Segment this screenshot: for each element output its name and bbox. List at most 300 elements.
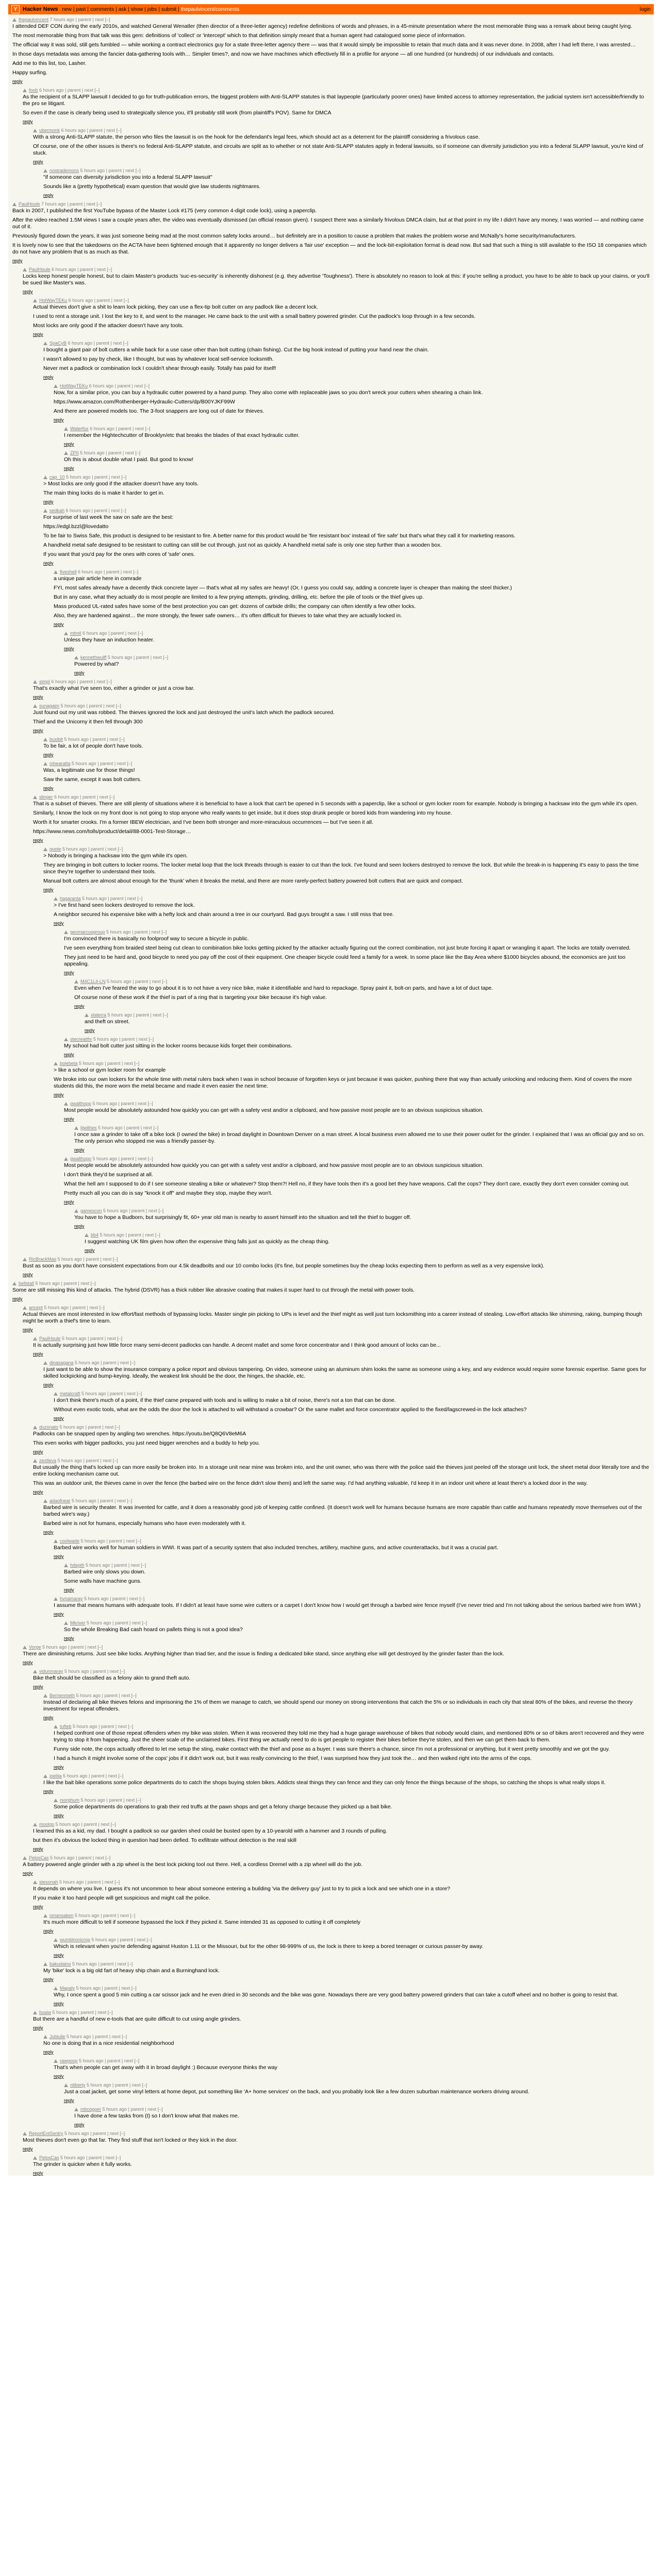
comment-nav[interactable]: parent | next [–] [91,1773,124,1778]
comment-author[interactable]: bakudaino [49,1961,71,1967]
comment-author[interactable]: PaulHoule [19,201,40,207]
comment-age[interactable]: 5 hours ago | [71,1961,101,1967]
comment-age[interactable]: 5 hours ago | [58,1425,88,1430]
comment-age[interactable]: 5 hours ago | [60,1336,90,1341]
reply-link[interactable]: reply [64,2098,74,2103]
comment-age[interactable]: 5 hours ago | [91,1101,121,1106]
upvote-icon[interactable] [12,18,16,22]
comment-nav[interactable]: parent | next [–] [108,450,141,455]
comment-age[interactable]: 5 hours ago | [73,1360,103,1365]
reply-link[interactable]: reply [64,646,74,651]
reply-link[interactable]: reply [43,2049,54,2055]
comment-nav[interactable]: parent | next [–] [100,1961,133,1967]
reply-link[interactable]: reply [74,1147,85,1153]
comment-nav[interactable]: parent | next [–] [112,1596,145,1601]
comment-nav[interactable]: parent | next [–] [94,2034,127,2039]
reply-link[interactable]: reply [43,375,54,380]
comment-author[interactable]: Berrienmeth [49,1693,75,1698]
upvote-icon[interactable] [64,1102,68,1106]
upvote-icon[interactable] [43,738,47,741]
upvote-icon[interactable] [33,1459,37,1463]
comment-nav[interactable]: parent | next [–] [136,1012,168,1018]
comment-nav[interactable]: parent | next [–] [131,1208,164,1213]
comment-age[interactable]: 5 hours ago | [85,1620,115,1625]
comment-author[interactable]: M4C1L4-LN [80,979,106,984]
comment-nav[interactable]: parent | next [–] [86,1257,118,1262]
reply-link[interactable]: reply [85,1028,95,1033]
comment-age[interactable]: 5 hours ago | [58,1879,88,1885]
upvote-icon[interactable] [64,2083,68,2087]
comment-nav[interactable]: parent | next [–] [117,383,150,388]
upvote-icon[interactable] [43,1774,47,1778]
reply-link[interactable]: reply [85,1248,95,1253]
upvote-icon[interactable] [64,632,68,635]
upvote-icon[interactable] [33,704,37,708]
upvote-icon[interactable] [54,2059,58,2063]
reply-link[interactable]: reply [74,670,85,675]
reply-link[interactable]: reply [33,159,43,164]
upvote-icon[interactable] [54,1938,58,1942]
comment-author[interactable]: mhearatta [49,761,71,766]
comment-author[interactable]: nostrademons [49,168,79,173]
comment-author[interactable]: sedkah [49,508,65,513]
comment-author[interactable]: sunagaim [39,703,60,708]
reply-link[interactable]: reply [33,1351,43,1357]
comment-author[interactable]: Mkriver [70,1620,86,1625]
comment-author[interactable]: nmansaken [49,1913,74,1918]
comment-nav[interactable]: parent | next [–] [109,1391,142,1396]
comment-author[interactable]: cap_10 [49,474,65,480]
comment-nav[interactable]: parent | next [–] [100,761,133,766]
comment-age[interactable]: 5 hours ago | [102,1208,131,1213]
comment-nav[interactable]: parent | next [–] [78,17,110,22]
comment-nav[interactable]: parent | next [–] [107,1061,140,1066]
reply-link[interactable]: reply [43,887,54,892]
reply-link[interactable]: reply [74,1004,85,1009]
upvote-icon[interactable] [54,1062,58,1065]
comment-author[interactable]: metalcraft [60,1391,80,1396]
comment-age[interactable]: 5 hours ago | [79,168,109,173]
comment-nav[interactable]: parent | next [–] [126,1125,159,1130]
upvote-icon[interactable] [54,1392,58,1396]
comment-nav[interactable]: parent | next [–] [96,341,128,346]
comment-author[interactable]: buxibit [49,737,63,742]
comment-age[interactable]: 5 hours ago | [51,2010,81,2015]
reply-link[interactable]: reply [33,332,43,337]
comment-author[interactable]: vidunmaray [39,1669,63,1674]
upvote-icon[interactable] [54,897,58,901]
comment-nav[interactable]: parent | next [–] [86,1458,118,1463]
upvote-icon[interactable] [54,570,58,574]
comment-author[interactable]: thepaulvincent [19,17,49,22]
comment-author[interactable]: dinasagana [49,1360,74,1365]
reply-link[interactable]: reply [64,442,74,447]
comment-author[interactable]: gwalthopp [70,1156,92,1161]
comment-author[interactable]: kennethwulff [80,655,107,660]
upvote-icon[interactable] [43,2035,47,2039]
comment-age[interactable]: 5 hours ago | [59,2155,89,2160]
upvote-icon[interactable] [43,342,47,345]
comment-age[interactable]: 5 hours ago | [80,1391,110,1396]
comment-nav[interactable]: parent | next [–] [134,929,167,935]
comment-age[interactable]: 5 hours ago | [92,1037,122,1042]
comment-author[interactable]: Vorge [29,1645,41,1650]
comment-nav[interactable]: parent | next [–] [136,655,169,660]
upvote-icon[interactable] [33,1823,37,1826]
reply-link[interactable]: reply [33,1684,43,1689]
upvote-icon[interactable] [54,1539,58,1543]
comment-author[interactable]: ntiberty [70,2082,86,2088]
reply-link[interactable]: reply [43,1530,54,1535]
comment-nav[interactable]: parent | next [–] [109,1538,141,1544]
reply-link[interactable]: reply [54,1612,64,1617]
comment-age[interactable]: 5 hours ago | [43,1305,73,1310]
comment-age[interactable]: 5 hours ago | [64,474,94,480]
upvote-icon[interactable] [54,1597,58,1601]
reply-link[interactable]: reply [23,289,33,294]
comment-author[interactable]: wumbtronicrop [60,1937,91,1942]
comment-author[interactable]: bellstall [19,1281,35,1286]
upvote-icon[interactable] [43,1914,47,1918]
reply-link[interactable]: reply [54,1554,64,1559]
reply-link[interactable]: reply [43,561,54,566]
upvote-icon[interactable] [43,476,47,479]
comment-nav[interactable]: parent | next [–] [130,2107,163,2112]
comment-author[interactable]: gamescon [80,1208,102,1213]
comment-age[interactable]: 6 hours ago | [50,267,80,272]
comment-nav[interactable]: parent | next [–] [92,1669,125,1674]
comment-nav[interactable]: parent | next [–] [67,88,100,93]
upvote-icon[interactable] [64,1038,68,1041]
upvote-icon[interactable] [23,1258,27,1261]
upvote-icon[interactable] [23,1856,27,1860]
upvote-icon[interactable] [33,129,37,132]
comment-age[interactable]: 5 hours ago | [84,1563,114,1568]
comment-age[interactable]: 5 hours ago | [71,1724,101,1729]
comment-age[interactable]: 5 hours ago | [61,1773,91,1778]
comment-author[interactable]: geomarcusgroup [70,929,105,935]
comment-age[interactable]: 6 hours ago | [88,383,118,388]
upvote-icon[interactable] [64,1621,68,1625]
comment-age[interactable]: 5 hours ago | [34,1281,64,1286]
reply-link[interactable]: reply [23,1272,33,1277]
reply-link[interactable]: reply [23,119,33,124]
upvote-icon[interactable] [23,89,27,92]
reply-link[interactable]: reply [54,1092,64,1097]
comment-nav[interactable]: parent | next [–] [92,2131,125,2136]
comment-nav[interactable]: parent | next [–] [94,508,126,513]
comment-age[interactable]: 5 hours ago | [70,1498,100,1503]
comment-author[interactable]: mbcopper [80,2107,102,2112]
reply-link[interactable]: reply [33,2025,43,2030]
comment-age[interactable]: 6 hours ago | [64,508,94,513]
comment-author[interactable]: duzonato [39,1425,59,1430]
upvote-icon[interactable] [33,795,37,799]
reply-link[interactable]: reply [43,193,54,198]
comment-author[interactable]: lijwithes [80,1125,97,1130]
reply-link[interactable]: reply [64,1052,74,1057]
reply-link[interactable]: reply [54,2001,64,2006]
comment-age[interactable]: 5 hours ago | [48,1855,78,1860]
upvote-icon[interactable] [33,1426,37,1429]
comment-author[interactable]: bxaiw [39,2010,52,2015]
comment-author[interactable]: foob [29,88,38,93]
upvote-icon[interactable] [43,1361,47,1365]
comment-age[interactable]: 6 hours ago | [53,794,82,800]
upvote-icon[interactable] [54,1725,58,1728]
comment-nav[interactable]: parent | next [–] [110,631,143,636]
upvote-icon[interactable] [33,2011,37,2014]
login-link[interactable]: login [639,6,651,12]
comment-author[interactable]: PaulHoule [29,267,51,272]
comment-age[interactable]: 5 hours ago | [75,1693,105,1698]
reply-link[interactable]: reply [43,1928,54,1934]
comment-nav[interactable]: parent | next [–] [69,201,102,207]
comment-nav[interactable]: parent | next [–] [89,703,121,708]
comment-age[interactable]: 5 hours ago | [82,1596,112,1601]
comment-author[interactable]: Mapaly [60,1986,75,1991]
upvote-icon[interactable] [33,1670,37,1673]
upvote-icon[interactable] [85,1013,89,1017]
comment-author[interactable]: moolgs [39,1822,55,1827]
reply-link[interactable]: reply [64,1636,74,1641]
comment-nav[interactable]: parent | next [–] [80,2010,113,2015]
comment-age[interactable]: 5 hours ago | [61,846,91,852]
comment-author[interactable]: joelita [49,1773,62,1778]
comment-age[interactable]: 5 hours ago | [106,655,136,660]
comment-nav[interactable]: parent | next [–] [120,1937,152,1942]
comment-author[interactable]: xlaterra [91,1012,107,1018]
comment-nav[interactable]: parent | next [–] [121,1101,153,1106]
comment-nav[interactable]: parent | next [–] [104,1986,137,1991]
comment-nav[interactable]: parent | next [–] [118,426,151,431]
comment-author[interactable]: HotWayTEKu [39,298,68,303]
reply-link[interactable]: reply [33,1489,43,1495]
comment-nav[interactable]: parent | next [–] [88,2155,121,2160]
comment-author[interactable]: stesonah [39,1879,58,1885]
comment-age[interactable]: 5 hours ago | [91,1156,121,1161]
upvote-icon[interactable] [64,930,68,934]
nav-show[interactable]: show [130,6,143,12]
comment-author[interactable]: HotWayTEKu [60,383,88,388]
comment-author[interactable]: bolebeta [60,1061,78,1066]
comment-author[interactable]: slinger [39,794,53,800]
reply-link[interactable]: reply [54,1765,64,1770]
comment-age[interactable]: 5 hours ago | [54,1822,84,1827]
comment-author[interactable]: SpaCyB [49,341,67,346]
comment-age[interactable]: 5 hours ago | [85,2082,115,2088]
comment-nav[interactable]: parent | next [–] [100,1498,133,1503]
comment-age[interactable]: 5 hours ago | [98,1232,128,1238]
nav-ask[interactable]: ask [118,6,127,12]
reply-link[interactable]: reply [43,499,54,504]
upvote-icon[interactable] [64,451,68,455]
comment-author[interactable]: zestleva [39,1458,57,1463]
reply-link[interactable]: reply [12,79,23,84]
comment-author[interactable]: ZPII [70,450,79,455]
upvote-icon[interactable] [54,1987,58,1990]
comment-nav[interactable]: parent | next [–] [106,569,139,574]
upvote-icon[interactable] [33,680,37,684]
comment-age[interactable]: 5 hours ago | [73,1913,103,1918]
reply-link[interactable]: reply [33,1449,43,1454]
upvote-icon[interactable] [64,1157,68,1161]
comment-author[interactable]: hdepth [70,1563,85,1568]
reply-link[interactable]: reply [23,1327,33,1332]
comment-age[interactable]: 6 hours ago | [81,631,111,636]
comment-nav[interactable]: parent | next [–] [94,474,127,480]
comment-author[interactable]: PaulHoule [39,1336,61,1341]
comment-nav[interactable]: parent | next [–] [108,168,141,173]
comment-age[interactable]: 5 hours ago | [56,1458,86,1463]
reply-link[interactable]: reply [64,466,74,471]
comment-age[interactable]: 5 hours ago | [65,2034,95,2039]
upvote-icon[interactable] [74,2108,78,2111]
comment-age[interactable]: 6 hours ago | [67,298,97,303]
comment-nav[interactable]: parent | next [–] [89,128,122,133]
logo[interactable]: Y [11,5,20,13]
comment-author[interactable]: simpl [39,679,51,684]
comment-age[interactable]: 6 hours ago | [88,426,119,431]
reply-link[interactable]: reply [54,1953,64,1958]
comment-nav[interactable]: parent | next [–] [90,846,123,852]
nav-jobs[interactable]: jobs [147,6,157,12]
upvote-icon[interactable] [43,1962,47,1966]
comment-nav[interactable]: parent | next [–] [70,1645,103,1650]
upvote-icon[interactable] [12,1282,16,1285]
comment-author[interactable]: fiveshell [60,569,77,574]
comment-age[interactable]: 5 hours ago | [77,2058,107,2063]
reply-link[interactable]: reply [54,1813,64,1818]
reply-link[interactable]: reply [54,921,64,926]
comment-nav[interactable]: parent | next [–] [113,1563,146,1568]
comment-nav[interactable]: parent | next [–] [79,267,112,272]
upvote-icon[interactable] [43,848,47,851]
upvote-icon[interactable] [23,268,27,272]
upvote-icon[interactable] [74,1126,78,1130]
upvote-icon[interactable] [43,1499,47,1503]
reply-link[interactable]: reply [43,1382,54,1387]
reply-link[interactable]: reply [43,786,54,791]
comment-age[interactable]: 5 hours ago | [63,2131,93,2136]
reply-link[interactable]: reply [23,1660,33,1665]
comment-age[interactable]: 5 hours ago | [70,761,100,766]
comment-author[interactable]: hvnamaray [60,1596,83,1601]
reply-link[interactable]: reply [43,1977,54,1982]
upvote-icon[interactable] [12,202,16,206]
comment-author[interactable]: ancept [29,1305,43,1310]
comment-age[interactable]: 6 hours ago | [67,341,96,346]
upvote-icon[interactable] [74,980,78,984]
upvote-icon[interactable] [33,299,37,302]
reply-link[interactable]: reply [23,1871,33,1876]
comment-age[interactable]: 6 hours ago | [60,128,90,133]
comment-age[interactable]: 5 hours ago | [63,737,93,742]
upvote-icon[interactable] [43,1694,47,1698]
upvote-icon[interactable] [23,1646,27,1649]
comment-nav[interactable]: parent | next [–] [63,1281,96,1286]
reply-link[interactable]: reply [74,2122,85,2127]
comment-nav[interactable]: parent | next [–] [78,1855,111,1860]
comment-nav[interactable]: parent | next [–] [87,1879,120,1885]
reply-link[interactable]: reply [54,2074,64,2079]
reply-link[interactable]: reply [54,417,64,422]
upvote-icon[interactable] [33,1880,37,1884]
reply-link[interactable]: reply [54,1416,64,1421]
site-title[interactable]: Hacker News [23,6,58,12]
nav-past[interactable]: past [76,6,86,12]
comment-nav[interactable]: parent | next [–] [128,1232,160,1238]
comment-age[interactable]: 5 hours ago | [63,1669,93,1674]
nav-submit[interactable]: submit [161,6,177,12]
comment-age[interactable]: 6 hours ago | [50,679,80,684]
reply-link[interactable]: reply [12,1296,23,1301]
comment-author[interactable]: PelosCas [29,1855,49,1860]
upvote-icon[interactable] [43,169,47,173]
reply-link[interactable]: reply [74,1224,85,1229]
comment-nav[interactable]: parent | next [–] [92,737,125,742]
comment-age[interactable]: 6 hours ago | [38,88,68,93]
reply-link[interactable]: reply [43,1789,54,1794]
reply-link[interactable]: reply [64,1587,74,1592]
comment-age[interactable]: 5 hours ago | [101,2107,131,2112]
comment-nav[interactable]: parent | next [–] [72,1305,105,1310]
comment-nav[interactable]: parent | next [–] [109,1798,141,1803]
comment-age[interactable]: 5 hours ago | [79,1798,109,1803]
reply-link[interactable]: reply [12,258,23,263]
upvote-icon[interactable] [43,762,47,766]
comment-nav[interactable]: parent | next [–] [121,1037,154,1042]
upvote-icon[interactable] [43,509,47,513]
comment-nav[interactable]: parent | next [–] [104,1693,137,1698]
reply-link[interactable]: reply [33,2171,43,2176]
comment-nav[interactable]: parent | next [–] [90,1336,123,1341]
reply-link[interactable]: reply [33,728,43,733]
comment-age[interactable]: 5 hours ago | [75,1986,105,1991]
comment-age[interactable]: 5 hours ago | [105,929,135,935]
comment-author[interactable]: hagaranta [60,896,81,901]
comment-author[interactable]: ReportEntSentry [29,2131,63,2136]
upvote-icon[interactable] [74,656,78,659]
comment-author[interactable]: PelosCas [39,2155,59,2160]
reply-link[interactable]: reply [54,622,64,627]
upvote-icon[interactable] [64,427,68,431]
comment-author[interactable]: Waterfox [70,426,89,431]
comment-author[interactable]: adaofnear [49,1498,71,1503]
comment-author[interactable]: ubermonk [39,128,60,133]
comment-nav[interactable]: parent | next [–] [101,1724,134,1729]
comment-age[interactable]: 5 hours ago | [96,1125,126,1130]
comment-author[interactable]: mtmil [70,631,81,636]
comment-nav[interactable]: parent | next [–] [114,2082,147,2088]
reply-link[interactable]: reply [23,2146,33,2151]
reply-link[interactable]: reply [64,1116,74,1122]
comment-author[interactable]: tufteb [60,1724,72,1729]
reply-link[interactable]: reply [33,1904,43,1909]
comment-nav[interactable]: parent | next [–] [103,1913,136,1918]
comment-age[interactable]: 5 hours ago | [105,979,135,984]
comment-author[interactable]: coolwade [60,1538,80,1544]
comment-nav[interactable]: parent | next [–] [84,1822,116,1827]
upvote-icon[interactable] [33,1337,37,1341]
comment-age[interactable]: 6 hours ago | [76,569,106,574]
comment-age[interactable]: 5 hours ago | [90,1937,120,1942]
comment-nav[interactable]: parent | next [–] [96,298,129,303]
reply-link[interactable]: reply [64,1199,74,1205]
comment-age[interactable]: 5 hours ago | [59,703,89,708]
comment-age[interactable]: 5 hours ago | [106,1012,136,1018]
comment-nav[interactable]: parent | next [–] [79,679,112,684]
